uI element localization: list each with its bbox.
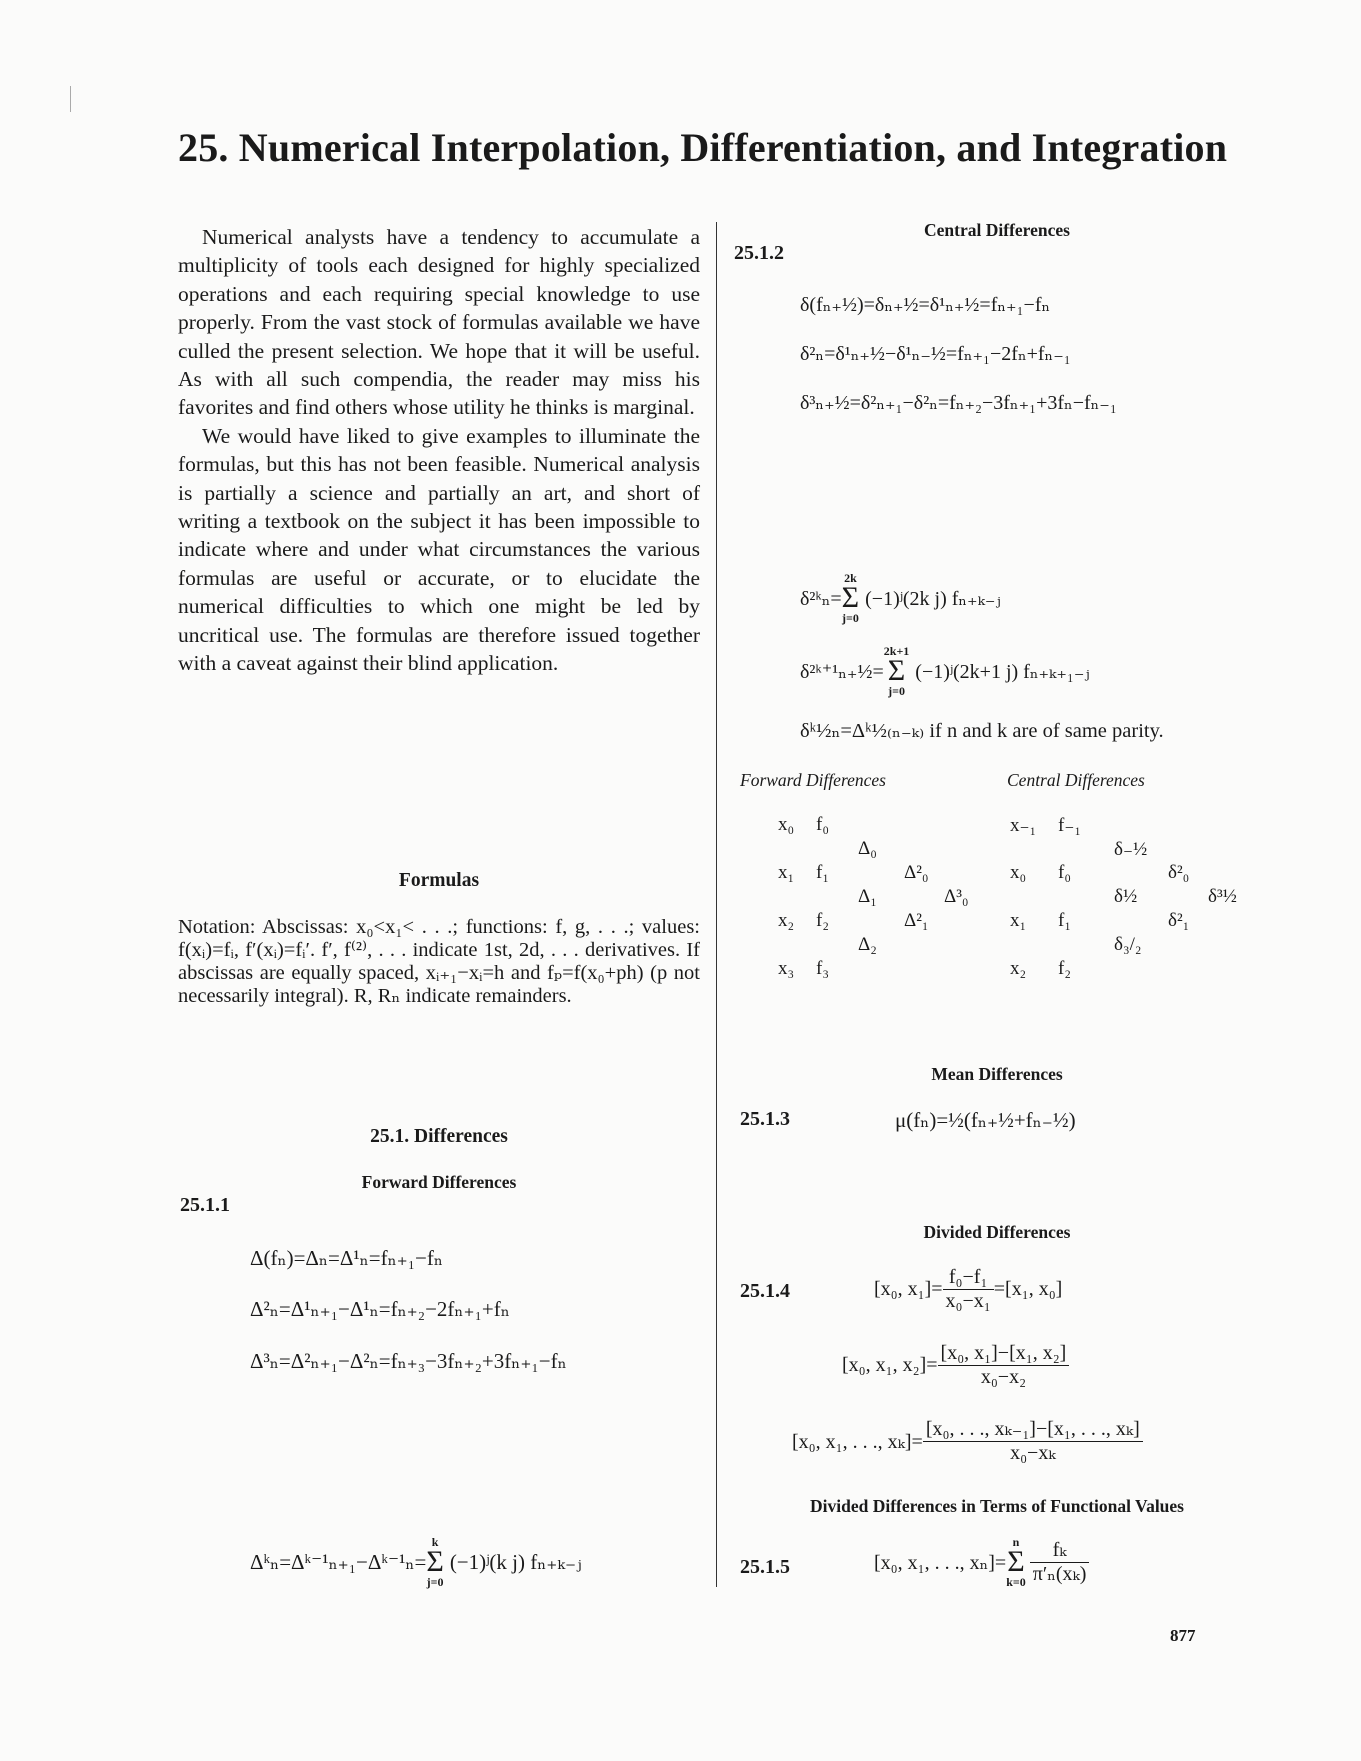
mean-difference-eq: μ(fₙ)=½(fₙ₊½+fₙ₋½)	[895, 1108, 1076, 1132]
central-differences-heading: Central Differences	[924, 220, 1070, 240]
summation: n Σ k=0	[1006, 1535, 1026, 1589]
divided-difference-eq-2: [x₀, x₁, x₂]= $\frac{\text{[x₀, x₁]−[x₁, x₂]}}{\text{x₀−x₂}}$	[842, 1342, 1069, 1389]
equation-number-25-1-5: 25.1.5	[740, 1556, 790, 1578]
table-cell: δ₋½	[1114, 839, 1148, 860]
table-cell: Δ²₁	[904, 910, 929, 931]
table-cell: f₁	[1058, 910, 1071, 931]
central-difference-eq-3: δ³ₙ₊½=δ²ₙ₊₁−δ²ₙ=fₙ₊₂−3fₙ₊₁+3fₙ−fₙ₋₁	[800, 392, 1117, 414]
fraction: $\frac{\text{[x₀, x₁]−[x₁, x₂]}}{\text{x₀−x₂}}$	[938, 1342, 1070, 1389]
table-cell: δ³½	[1208, 886, 1237, 907]
table-cell: x₂	[1010, 958, 1027, 979]
equation-number-25-1-3: 25.1.3	[740, 1108, 790, 1130]
forward-difference-eq-1: Δ(fₙ)=Δₙ=Δ¹ₙ=fₙ₊₁−fₙ	[250, 1246, 443, 1270]
fraction: $\frac{\text{[x₀, . . ., xₖ₋₁]−[x₁, . . ., xₖ]}}{\text{x₀−xₖ}}$	[923, 1418, 1143, 1465]
table-cell: x₀	[1010, 862, 1027, 883]
divided-difference-eq-3: [x₀, x₁, . . ., xₖ]= $\frac{\text{[x₀, . . ., xₖ₋₁]−[x₁, . . ., xₖ]}}{\text{x₀−xₖ}}$	[792, 1418, 1143, 1465]
fraction: $\frac{\text{f₀−f₁}}{\text{x₀−x₁}}$	[943, 1266, 994, 1313]
table-cell: x₁	[778, 862, 795, 883]
page-number: 877	[1170, 1626, 1196, 1645]
section-heading: 25.1. Differences	[370, 1126, 508, 1147]
forward-difference-eq-2: Δ²ₙ=Δ¹ₙ₊₁−Δ¹ₙ=fₙ₊₂−2fₙ₊₁+fₙ	[250, 1297, 510, 1321]
table-cell: f₀	[1058, 862, 1071, 883]
equation-number-25-1-4: 25.1.4	[740, 1280, 790, 1302]
introduction	[178, 223, 700, 678]
central-table-label: Central Differences	[1007, 770, 1145, 790]
table-cell: f₂	[816, 910, 829, 931]
notation-paragraph: Notation: Abscissas: x₀<x₁< . . .; functions: f, g, . . .; values: f(xᵢ)=fᵢ, f′(xᵢ)=fᵢ′. f′, f⁽²⁾, . . . indicate 1st, 2d, . . . derivatives. If abscissas are equally spaced, xᵢ₊₁−xᵢ=h and fₚ=f(x₀+ph) (p not necessarily integral). R, Rₙ indicate remainders.	[178, 916, 700, 1007]
table-cell: Δ₂	[858, 934, 877, 955]
central-difference-odd: δ²ᵏ⁺¹ₙ₊½= 2k+1 Σ j=0 (−1)ʲ(2k+1 j) fₙ₊ₖ₊₁₋ⱼ	[800, 644, 1090, 698]
functional-values-heading: Divided Differences in Terms of Functional Values	[809, 1496, 1184, 1516]
parity-relation: δᵏ½ₙ=Δᵏ½₍ₙ₋ₖ₎ if n and k are of same parity.	[800, 720, 1164, 742]
table-cell: x₃	[778, 958, 795, 979]
table-cell: f₁	[816, 862, 829, 883]
divided-difference-eq-1: [x₀, x₁]= $\frac{\text{f₀−f₁}}{\text{x₀−x₁}}$ =[x₁, x₀]	[874, 1266, 1063, 1312]
table-cell: δ₃/₂	[1114, 934, 1142, 955]
chapter-title: 25. Numerical Interpolation, Differentiation, and Integration	[178, 125, 1228, 170]
table-cell: x₁	[1010, 910, 1027, 931]
table-cell: x₋₁	[1010, 815, 1037, 836]
table-cell: x₂	[778, 910, 795, 931]
central-difference-even: δ²ᵏₙ= 2k Σ j=0 (−1)ʲ(2k j) fₙ₊ₖ₋ⱼ	[800, 571, 1001, 625]
table-cell: δ½	[1114, 886, 1138, 907]
general-rhs: (−1)ʲ(k j) fₙ₊ₖ₋ⱼ	[449, 1549, 582, 1574]
equation-number-25-1-1: 25.1.1	[180, 1194, 230, 1216]
summation: 2k+1 Σ j=0	[883, 644, 910, 698]
central-difference-eq-2: δ²ₙ=δ¹ₙ₊½−δ¹ₙ₋½=fₙ₊₁−2fₙ+fₙ₋₁	[800, 343, 1071, 365]
forward-differences-heading: Forward Differences	[361, 1172, 517, 1192]
table-cell: x₀	[778, 814, 795, 835]
forward-table-label: Forward Differences	[740, 770, 886, 790]
intro-paragraph-2: We would have liked to give examples to illuminate the formulas, but this has not been feasible. Numerical analysis is partially a science and partially an art, and short of writing a textbook on the subject it has been impossible to indicate where and under what circumstances the various formulas are useful or accurate, or to elucidate the numerical difficulties to which one might be led by uncritical use. The formulas are therefore issued together with a caveat against their blind application.	[178, 423, 700, 676]
table-cell: f₃	[816, 958, 829, 979]
summation: k Σ j=0	[426, 1535, 444, 1589]
general-lhs: Δᵏₙ=Δᵏ⁻¹ₙ₊₁−Δᵏ⁻¹ₙ=	[250, 1549, 427, 1574]
summation: 2k Σ j=0	[841, 571, 860, 625]
forward-difference-eq-3: Δ³ₙ=Δ²ₙ₊₁−Δ²ₙ=fₙ₊₃−3fₙ₊₂+3fₙ₊₁−fₙ	[250, 1349, 567, 1373]
table-cell: f₂	[1058, 958, 1071, 979]
equation-number-25-1-2: 25.1.2	[734, 242, 784, 264]
table-cell: f₋₁	[1058, 815, 1081, 836]
divided-differences-heading: Divided Differences	[923, 1222, 1071, 1242]
intro-paragraph-1: Numerical analysts have a tendency to accumulate a multiplicity of tools each designed for highly specialized operations and each requiring special knowledge to use properly. From the vast stock of formulas available we have culled the present selection. We hope that it will be useful. As with all such compendia, the reader may miss his favorites and find others whose utility he thinks is marginal.	[178, 225, 700, 420]
table-cell: δ²₀	[1168, 862, 1190, 883]
table-cell: Δ³₀	[944, 886, 969, 907]
table-cell: Δ²₀	[904, 862, 929, 883]
table-cell: f₀	[816, 814, 829, 835]
fraction: $\frac{\text{fₖ}}{\text{π′ₙ(xₖ)}}$	[1030, 1539, 1090, 1586]
table-cell: Δ₀	[858, 838, 877, 859]
formulas-heading: Formulas	[398, 870, 480, 891]
functional-values-eq: [x₀, x₁, . . ., xₙ]= n Σ k=0 $\frac{\text{fₖ}}{\text{π′ₙ(xₖ)}}$	[874, 1536, 1089, 1588]
table-cell: Δ₁	[858, 886, 877, 907]
margin-mark	[70, 86, 71, 112]
central-difference-eq-1: δ(fₙ₊½)=δₙ₊½=δ¹ₙ₊½=fₙ₊₁−fₙ	[800, 294, 1051, 316]
table-cell: δ²₁	[1168, 910, 1190, 931]
mean-differences-heading: Mean Differences	[931, 1064, 1063, 1084]
column-divider	[716, 222, 717, 1587]
forward-difference-general	[250, 1536, 582, 1588]
